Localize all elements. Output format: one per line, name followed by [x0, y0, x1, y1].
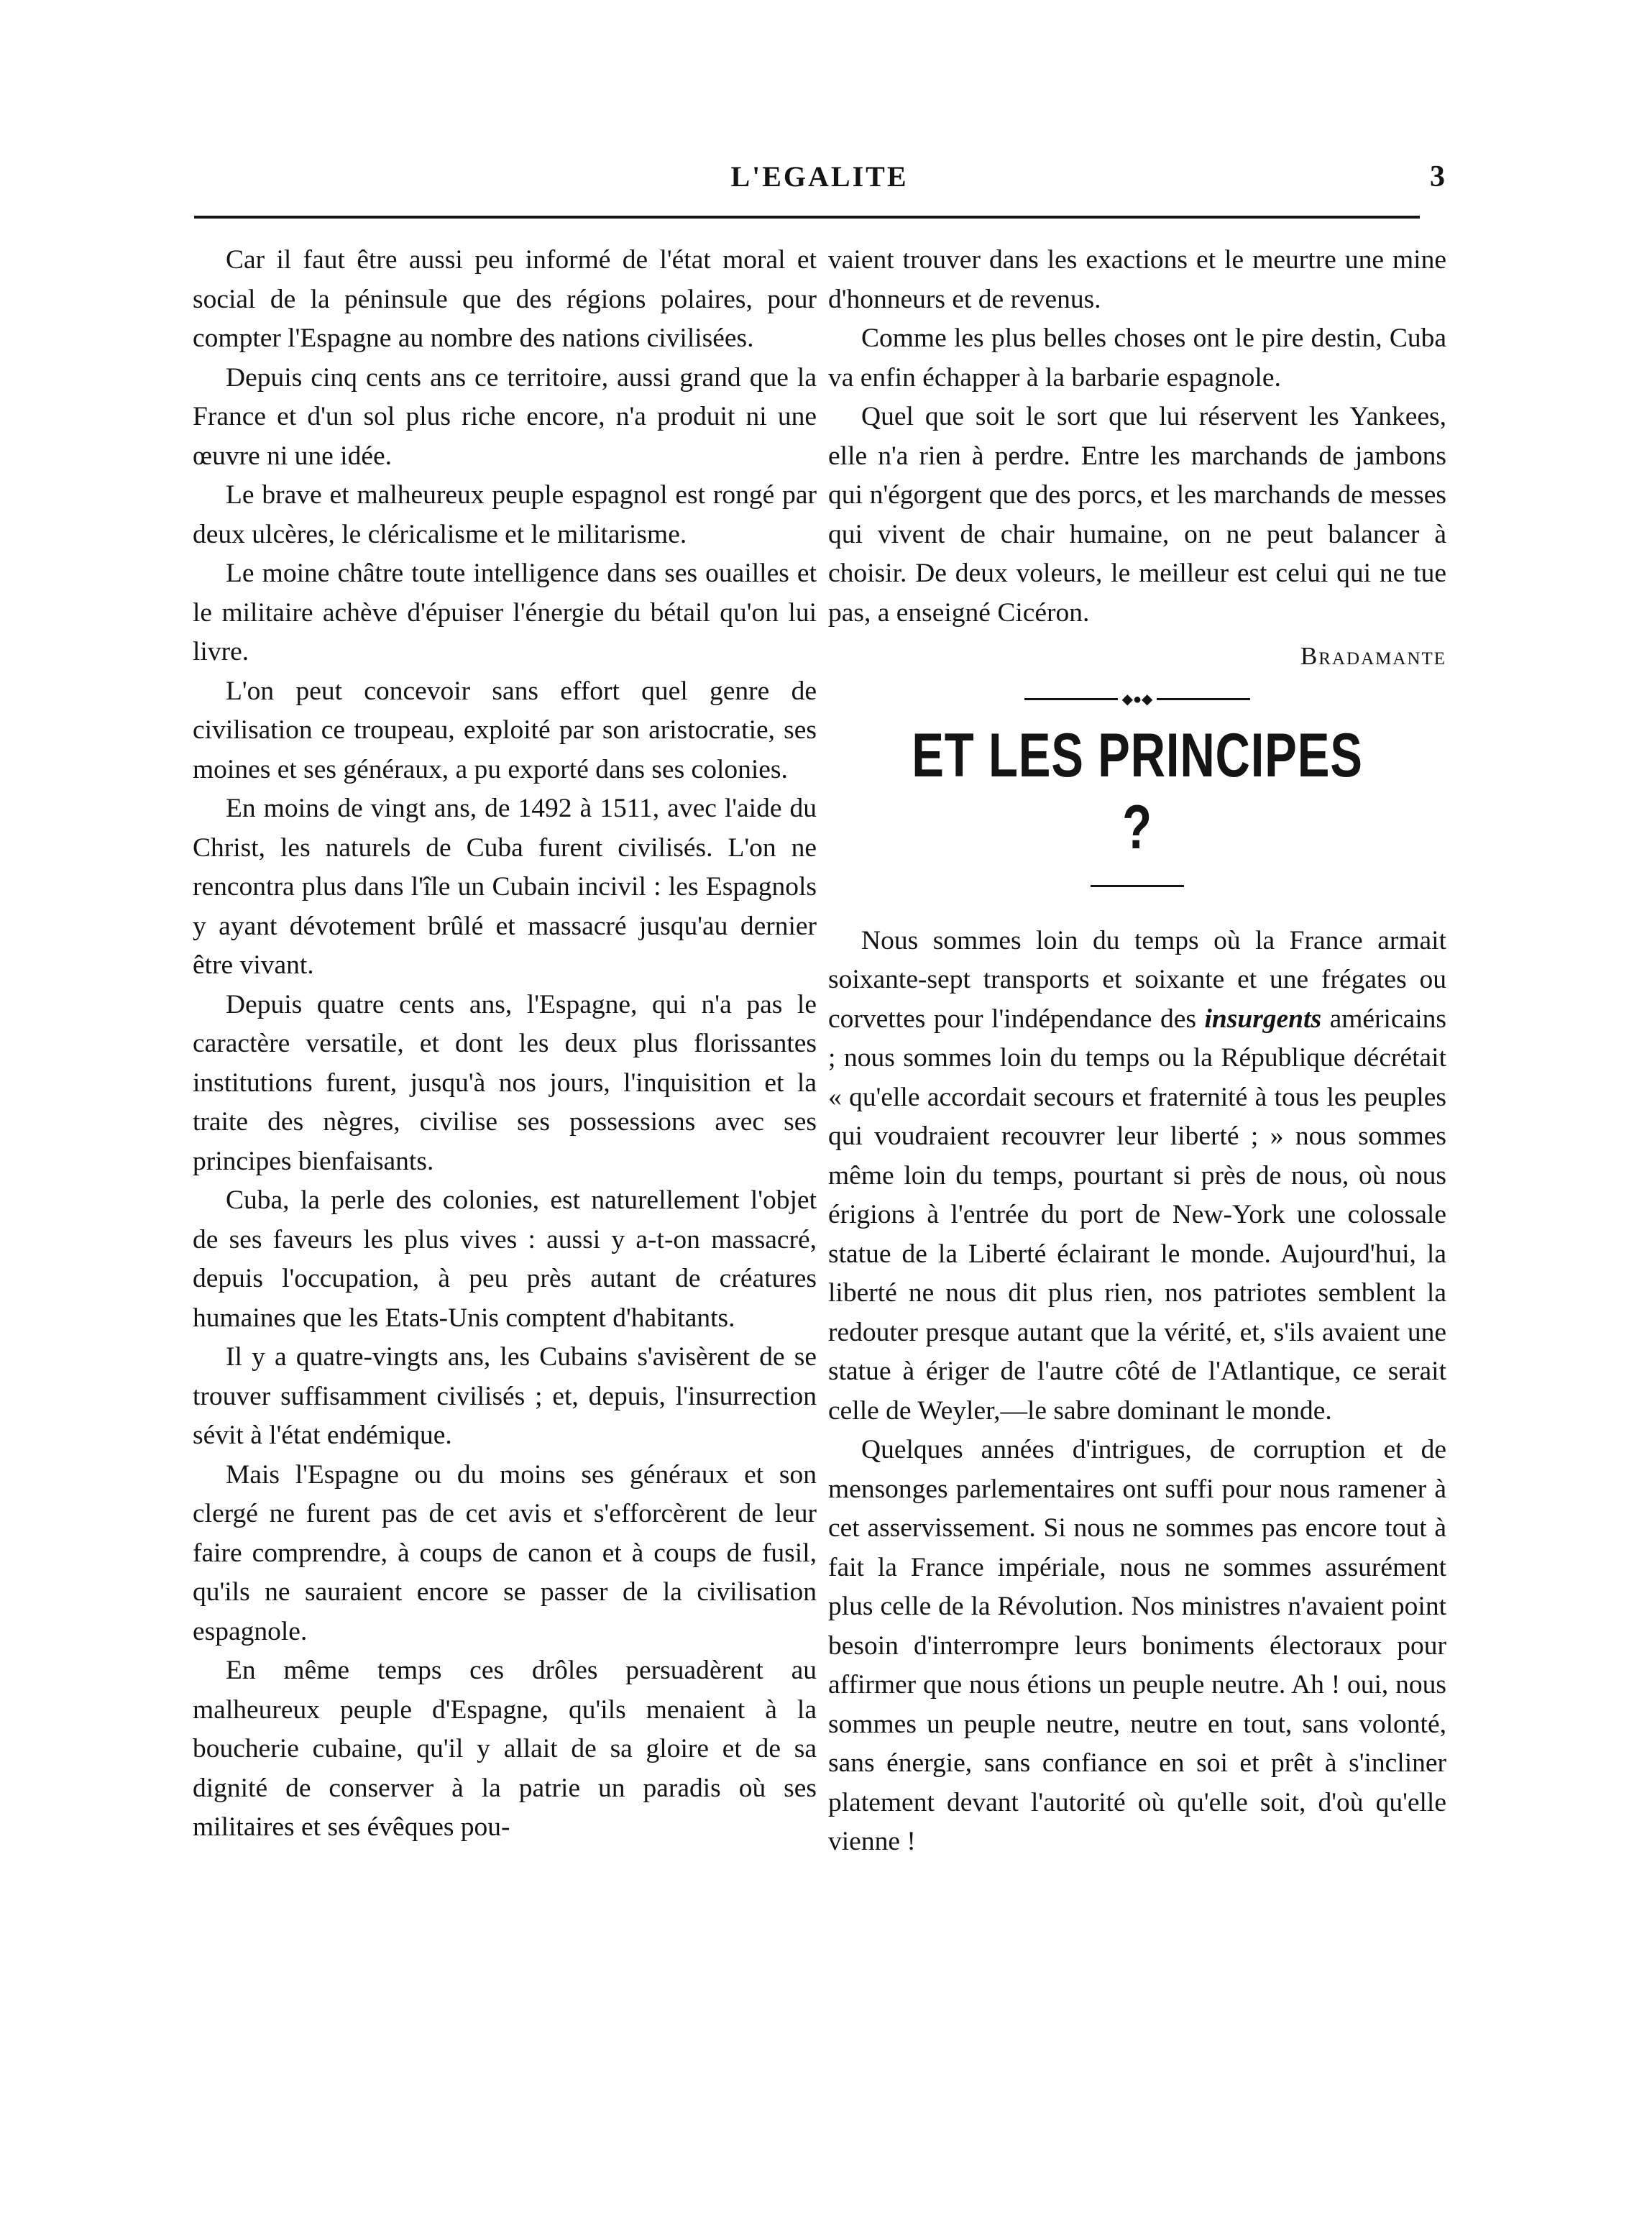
paragraph: En même temps ces drôles persuadèrent au malheureux peuple d'Espagne, qu'ils menaient à la boucherie cubaine, qu'il y allait de sa gloire et de sa dignité de conserver à la patrie un paradis où ses militaires et ses évêques pou- — [193, 1656, 817, 1842]
left-column — [193, 241, 817, 1848]
article-paragraph: Quelques années d'intrigues, de corruption et de mensonges parlementaires ont suffi pour nous ramener à cet asservissement. Si nous ne sommes pas encore tout à fait la France impériale, nous ne sommes assurément plus celle de la Révolution. Nos ministres n'avaient point besoin d'interrompre leurs boniments électoraux pour affirmer que nous étions un peuple neutre. Ah ! oui, nous sommes un peuple neutre, neutre en tout, sans volonté, sans énergie, sans confiance en soi et prêt à s'incliner platement devant l'autorité où qu'elle soit, d'où qu'elle vienne ! — [828, 1435, 1446, 1856]
paragraph: Le brave et malheureux peuple espagnol est rongé par deux ulcères, le cléricalisme et le militarisme. — [193, 480, 817, 549]
page-header — [194, 160, 1445, 203]
continuation-paragraph: Comme les plus belles choses ont le pire destin, Cuba va enfin échapper à la barbarie espagnole. — [828, 324, 1446, 393]
ornament-dots: ◆●◆ — [1121, 691, 1153, 707]
continuation-paragraph: vaient trouver dans les exactions et le meurtre une mine d'honneurs et de revenus. — [828, 245, 1446, 314]
continuation-paragraph: Quel que soit le sort que lui réservent les Yankees, elle n'a rien à perdre. Entre les marchands de jambons qui n'égorgent que des porcs, et les marchands de messes qui vivent de chair humaine, on ne peut balancer à choisir. De deux voleurs, le meilleur est celui qui ne tue pas, a enseigné Cicéron. — [828, 402, 1446, 628]
paragraph: L'on peut concevoir sans effort quel genre de civilisation ce troupeau, exploité par son aristocratie, ses moines et ses généraux, a pu exporté dans ses colonies. — [193, 676, 817, 784]
journal-title: L'EGALITE — [730, 160, 909, 193]
paragraph: Le moine châtre toute intelligence dans ses ouailles et le militaire achève d'épuiser l'énergie du bétail qu'on lui livre. — [193, 559, 817, 666]
page-number: 3 — [1430, 160, 1445, 193]
article-text: américains ; nous sommes loin du temps ou la République décrétait « qu'elle accordait secours et fraternité à tous les peuples qui voudraient recouvrer leur liberté ; » nous sommes même loin du temps, pourtant si près de nous, où nous érigions à l'entrée du port de New-York une colossale statue de la Liberté éclairant le monde. Aujourd'hui, la liberté ne nous dit plus rien, nos patriotes semblent la redouter presque autant que la vérité, et, s'ils avaient une statue à ériger de l'autre côté de l'Atlantique, ce serait celle de Weyler,—le sabre dominant le monde. — [828, 1004, 1446, 1426]
article-headline: ET LES PRINCIPES ? — [912, 720, 1363, 862]
section-ornament — [828, 692, 1446, 707]
article-text: Nous sommes loin du temps où la France armait soixante-sept transports et soixante et une frégates ou corvettes pour l'indépendance des — [828, 925, 1446, 1034]
header-rule — [194, 216, 1420, 219]
paragraph: Il y a quatre-vingts ans, les Cubains s'avisèrent de se trouver suffisamment civilisés ; et, depuis, l'insurrection sévit à l'état endémique. — [193, 1342, 817, 1450]
paragraph: Depuis cinq cents ans ce territoire, aussi grand que la France et d'un sol plus riche encore, n'a produit ni une œuvre ni une idée. — [193, 362, 817, 471]
ornament-line — [1157, 698, 1250, 700]
article-paragraph — [828, 922, 1446, 1431]
headline-rule — [1091, 885, 1184, 887]
author-signature: Bradamante — [1300, 642, 1446, 670]
paragraph: Mais l'Espagne ou du moins ses généraux et son clergé ne furent pas de cet avis et s'efforcèrent de leur faire comprendre, à coups de canon et à coups de fusil, qu'ils ne sauraient encore se passer de la civilisation espagnole. — [193, 1459, 817, 1646]
italic-word: insurgents — [1204, 1004, 1322, 1034]
paragraph: Cuba, la perle des colonies, est naturellement l'objet de ses faveurs les plus vives : aussi y a-t-on massacré, depuis l'occupation, à peu près autant de créatures humaines que les Etats-Unis comptent d'habitants. — [193, 1185, 817, 1333]
paragraph: Depuis quatre cents ans, l'Espagne, qui n'a pas le caractère versatile, et dont les deux plus florissantes institutions furent, jusqu'à nos jours, l'inquisition et la traite des nègres, civilise ses possessions avec ses principes bienfaisants. — [193, 989, 817, 1176]
ornament-line — [1024, 698, 1118, 700]
right-column — [828, 241, 1446, 1862]
paragraph: Car il faut être aussi peu informé de l'état moral et social de la péninsule que des régions polaires, pour compter l'Espagne au nombre des nations civilisées. — [193, 245, 817, 353]
paragraph: En moins de vingt ans, de 1492 à 1511, avec l'aide du Christ, les naturels de Cuba furent civilisés. L'on ne rencontra plus dans l'île un Cubain incivil : les Espagnols y ayant dévotement brûlé et massacré jusqu'au dernier être vivant. — [193, 794, 817, 980]
